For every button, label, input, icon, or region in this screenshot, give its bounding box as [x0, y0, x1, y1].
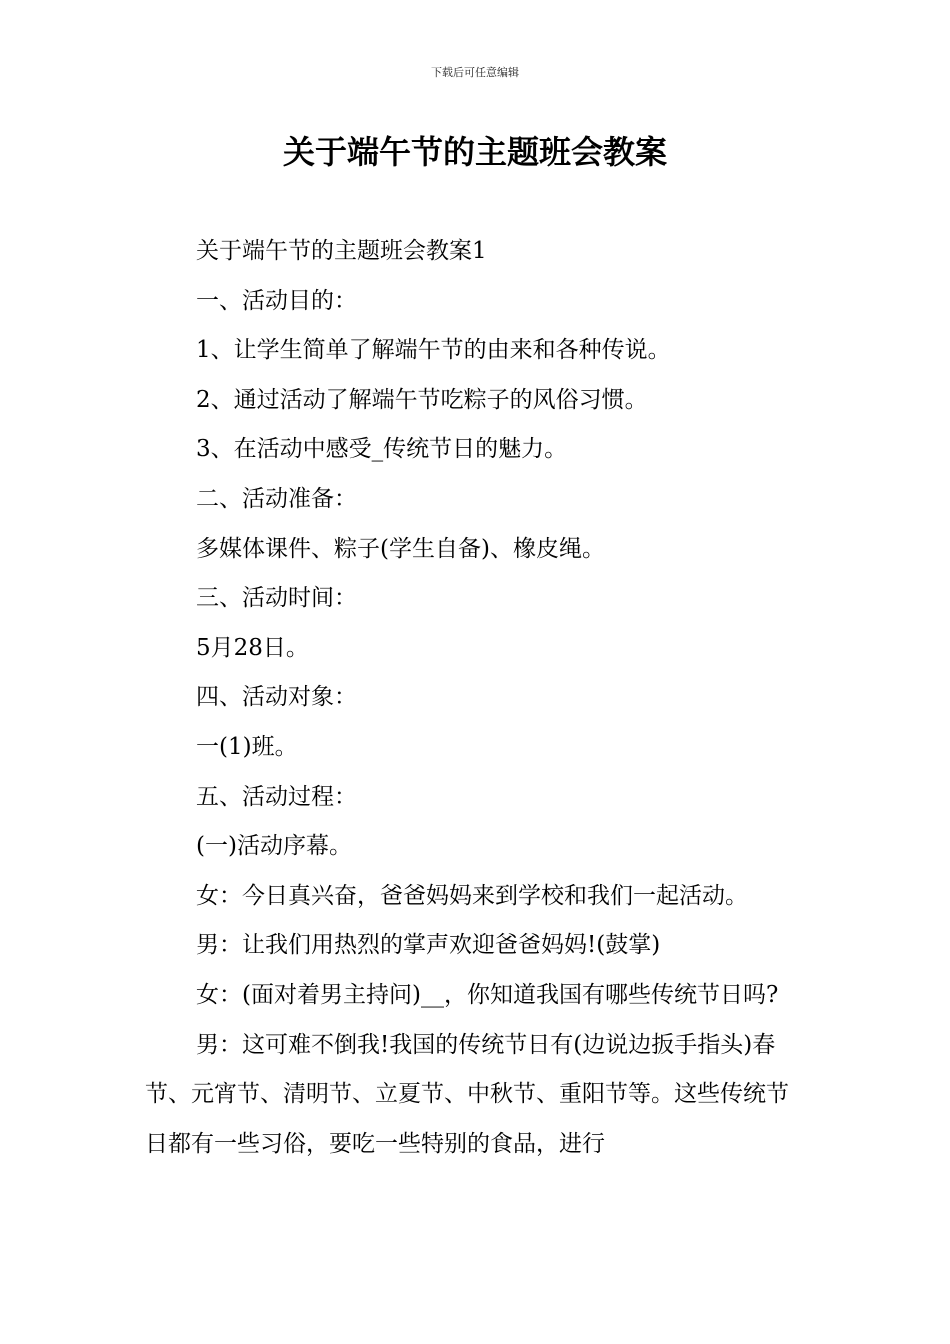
- activity-time-text: 5月28日。: [196, 634, 309, 661]
- heading-activity-goals: 一、活动目的：: [196, 287, 357, 314]
- document-body: [145, 227, 810, 1169]
- section-heading-plan-1: 关于端午节的主题班会教案1: [196, 238, 487, 264]
- heading-activity-time: 三、活动时间：: [196, 585, 357, 612]
- heading-activity-process: 五、活动过程：: [196, 783, 357, 810]
- dialogue-line-4: 男：这可难不倒我!我国的传统节日有(边说边扳手指头)春节、元宵节、清明节、立夏节、中秋节、重阳节等。这些传统节日都有一些习俗，要吃一些特别的食品，进行: [145, 1031, 789, 1157]
- document-title: 关于端午节的主题班会教案: [282, 133, 667, 171]
- heading-activity-audience: 四、活动对象：: [196, 684, 357, 711]
- goal-item-2: 2、通过活动了解端午节吃粽子的风俗习惯。: [196, 386, 648, 413]
- dialogue-line-3: 女：(面对着男主持问)__，你知道我国有哪些传统节日吗?: [196, 981, 779, 1008]
- dialogue-line-1: 女：今日真兴奋，爸爸妈妈来到学校和我们一起活动。: [196, 882, 748, 909]
- activity-audience-text: 一(1)班。: [196, 733, 298, 760]
- heading-activity-preparation: 二、活动准备：: [196, 485, 357, 512]
- page-header-note: 下载后可任意编辑: [431, 66, 519, 79]
- process-step-opening: (一)活动序幕。: [196, 833, 352, 860]
- goal-item-3: 3、在活动中感受_传统节日的魅力。: [196, 436, 568, 463]
- preparation-text: 多媒体课件、粽子(学生自备)、橡皮绳。: [196, 535, 605, 562]
- dialogue-line-2: 男：让我们用热烈的掌声欢迎爸爸妈妈!(鼓掌): [196, 932, 661, 959]
- goal-item-1: 1、让学生简单了解端午节的由来和各种传说。: [196, 337, 671, 364]
